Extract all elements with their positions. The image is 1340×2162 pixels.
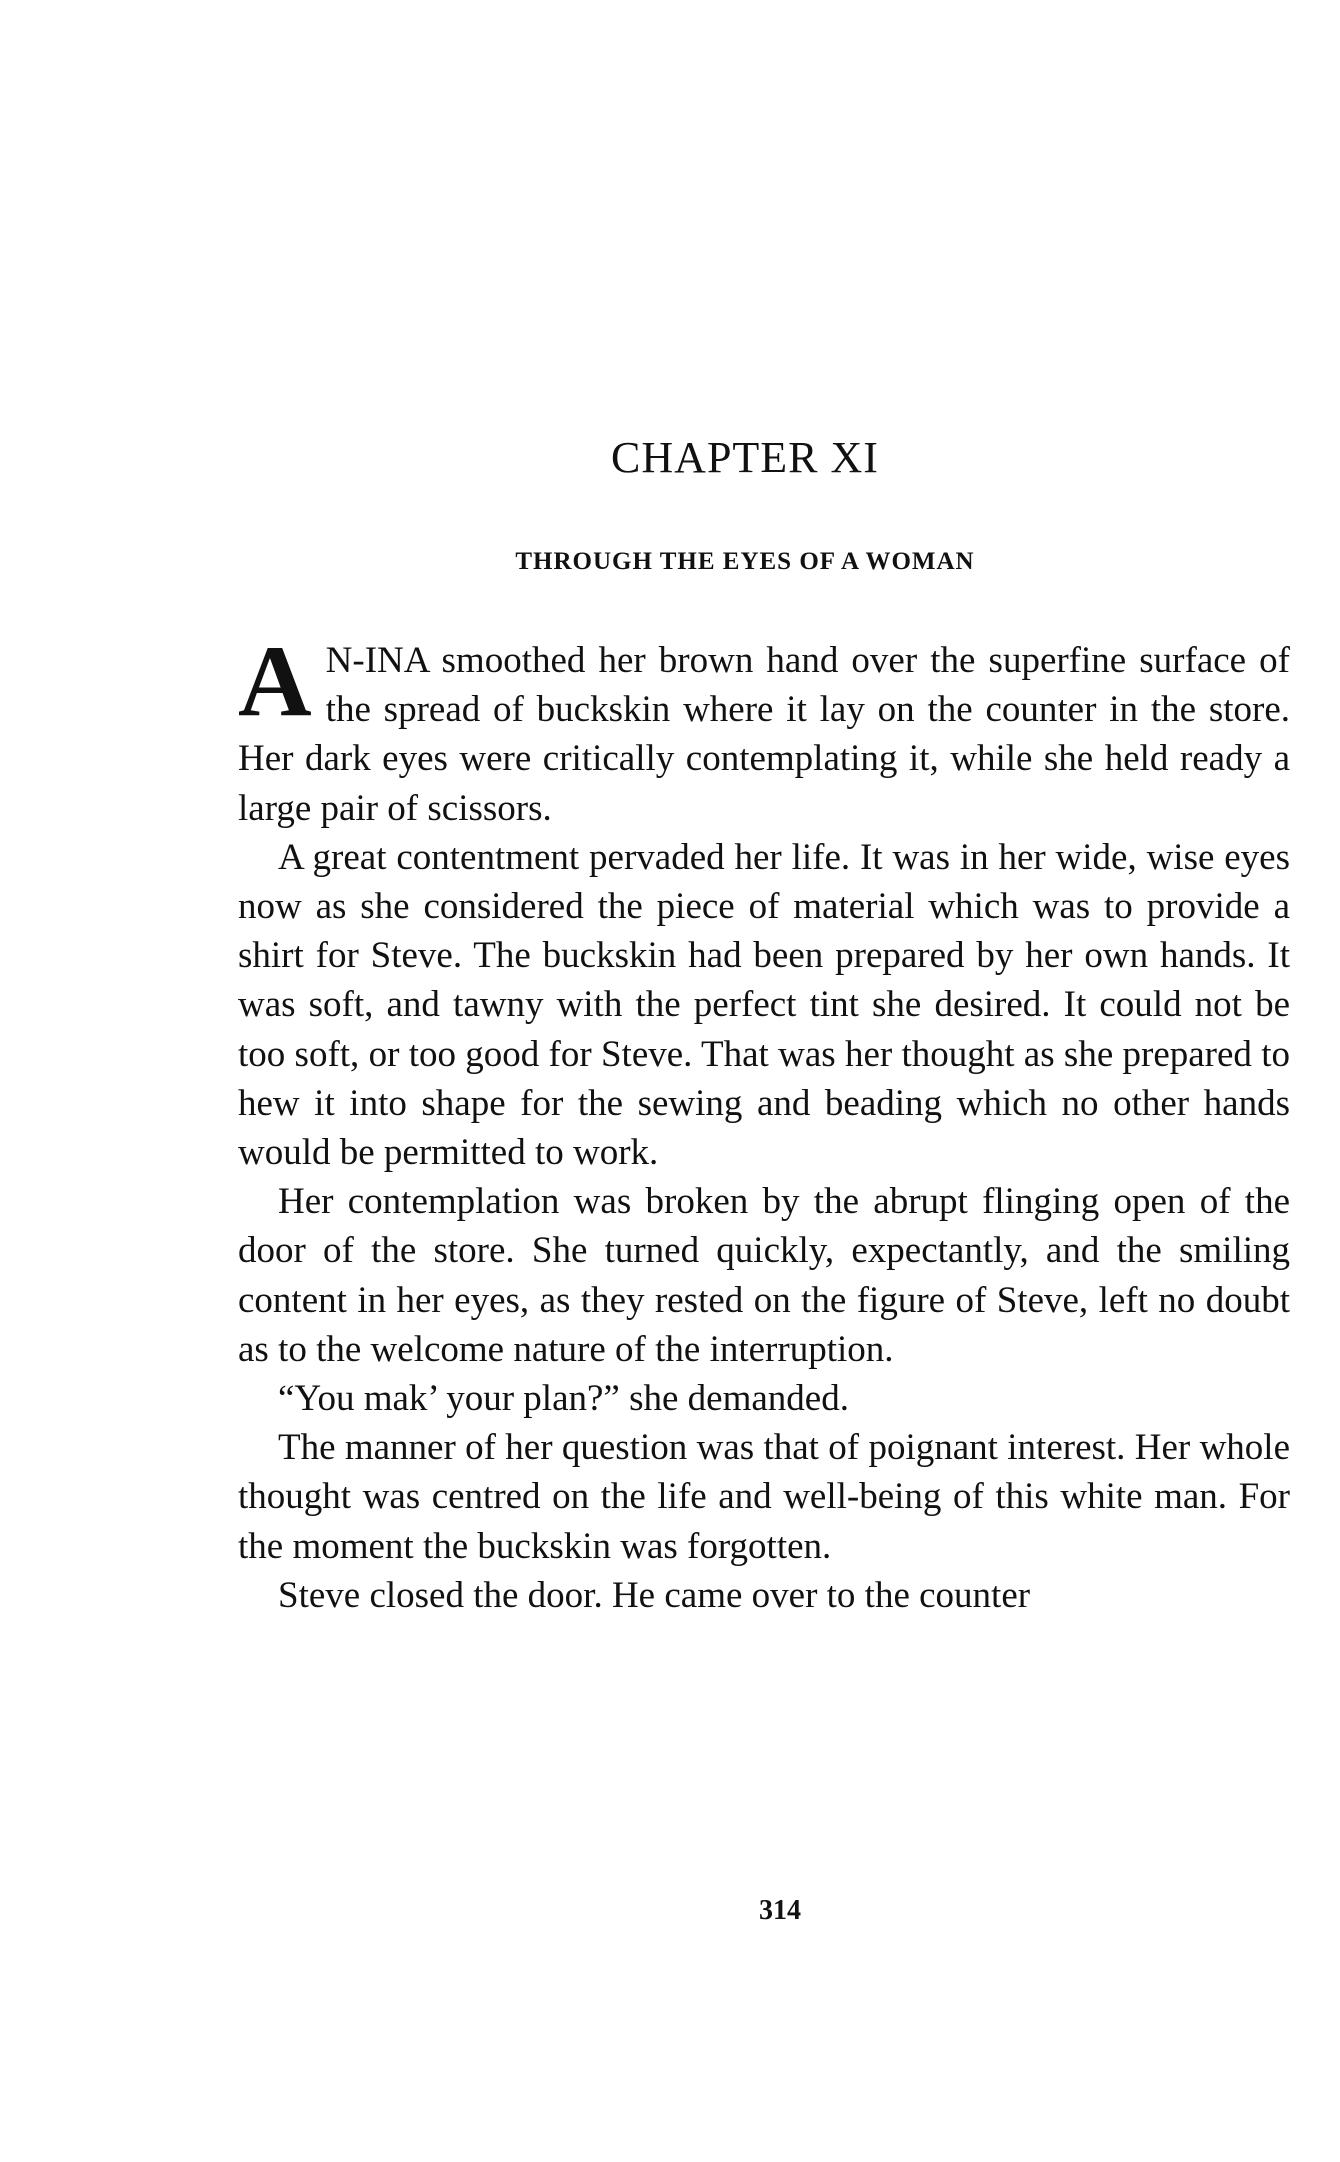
chapter-heading: CHAPTER XI	[611, 433, 879, 482]
paragraph-4: “You mak’ your plan?” she demanded.	[278, 1378, 849, 1420]
paragraph-3: Her contemplation was broken by the abrupt flinging open of the door of the store. She turned quickly, expectantly, and the smiling content in her eyes, as they rested on the figure of Steve, left no doubt as to the welcome nature of the interruption.	[238, 1181, 1290, 1370]
paragraph-2: A great contentment pervaded her life. It was in her wide, wise eyes now as she considered the piece of material which was to provide a shirt for Steve. The buckskin had been prepared by her own hands. It was soft, and tawny with the perfect tint she desired. It could not be too soft, or too good for Steve. That was her thought as she prepared to hew it into shape for the sewing and beading which no other hands would be permitted to work.	[238, 836, 1290, 1174]
paragraph-6: Steve closed the door. He came over to the counter	[278, 1574, 1031, 1616]
chapter-subtitle: THROUGH THE EYES OF A WOMAN	[515, 548, 975, 575]
paragraph-1	[238, 625, 1290, 833]
page-number: 314	[759, 1895, 801, 1926]
body-text	[238, 625, 1290, 1620]
paragraph-1-text: N-INA smoothed her brown hand over the superfine surface of the spread of buckskin where it lay on the counter in the store. Her dark eyes were critically contemplating it, while she held ready a large pair of scissors.	[238, 640, 1290, 829]
paragraph-5: The manner of her question was that of poignant interest. Her whole thought was centred on the life and well-being of this white man. For the moment the buckskin was forgotten.	[238, 1427, 1290, 1567]
drop-cap: A	[238, 625, 312, 738]
